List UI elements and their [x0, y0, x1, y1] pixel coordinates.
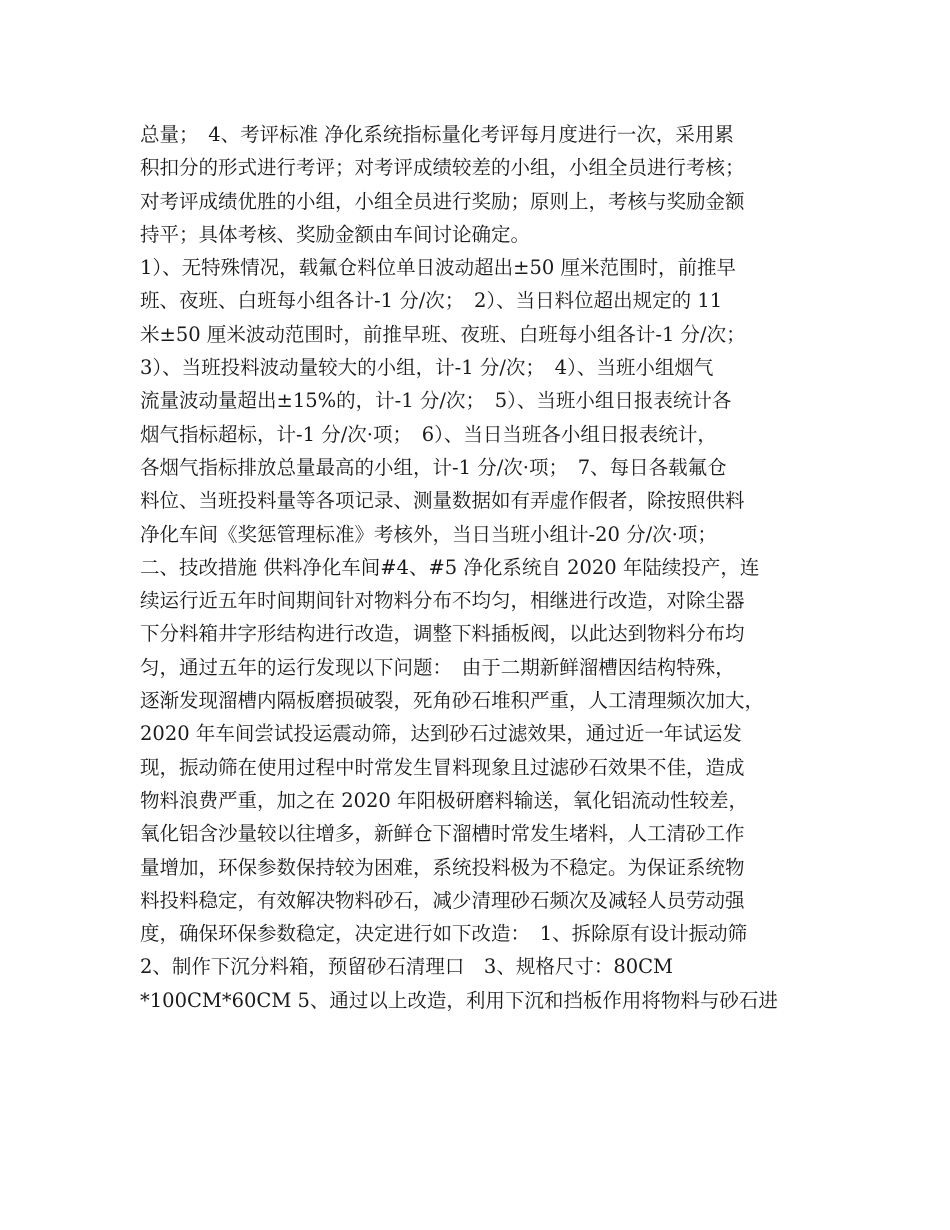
text-line: 班、夜班、白班每小组各计-1 分/次； 2）、当日料位超出规定的 11 [140, 289, 723, 313]
text-line: 持平；具体考核、奖励金额由车间讨论确定。 [140, 222, 531, 246]
text-line: 二、技改措施 供料净化车间#4、#5 净化系统自 2020 年陆续投产，连 [140, 555, 760, 579]
text-line: 净化车间《奖惩管理标准》考核外，当日当班小组计-20 分/次·项； [140, 522, 717, 546]
text-line: 烟气指标超标，计-1 分/次·项； 6）、当日当班各小组日报表统计， [140, 422, 717, 446]
text-line: 氧化铝含沙量较以往增多，新鲜仓下溜槽时常发生堵料，人工清砂工作 [140, 822, 745, 846]
text-line: 下分料箱井字形结构进行改造，调整下料插板阀，以此达到物料分布均 [140, 622, 745, 646]
text-line: 物料浪费严重，加之在 2020 年阳极研磨料输送，氧化铝流动性较差， [140, 788, 749, 812]
text-line: 现，振动筛在使用过程中时常发生冒料现象且过滤砂石效果不佳，造成 [140, 755, 745, 779]
text-line: 逐渐发现溜槽内隔板磨损破裂，死角砂石堆积严重，人工清理频次加大， [140, 689, 765, 713]
text-line: 量增加，环保参数保持较为困难，系统投料极为不稳定。为保证系统物 [140, 855, 745, 879]
text-line: 各烟气指标排放总量最高的小组，计-1 分/次·项； 7、每日各载氟仓 [140, 455, 727, 479]
text-line: 3）、当班投料波动量较大的小组，计-1 分/次； 4）、当班小组烟气 [140, 356, 714, 380]
text-line: 对考评成绩优胜的小组，小组全员进行奖励；原则上，考核与奖励金额 [140, 189, 745, 213]
text-line: 2、制作下沉分料箱，预留砂石清理口 3、规格尺寸：80CM [140, 955, 674, 979]
body-text [140, 118, 820, 1017]
text-line: 匀，通过五年的运行发现以下问题： 由于二期新鲜溜槽因结构特殊， [140, 655, 735, 679]
text-line: 2020 年车间尝试投运震动筛，达到砂石过滤效果，通过近一年试运发 [140, 722, 742, 746]
text-line: 续运行近五年时间期间针对物料分布不均匀，相继进行改造，对除尘器 [140, 589, 745, 613]
text-line: 总量； 4、考评标准 净化系统指标量化考评每月度进行一次，采用累 [140, 123, 734, 146]
text-line: 料位、当班投料量等各项记录、测量数据如有弄虚作假者，除按照供料 [140, 489, 745, 513]
text-line: 度，确保环保参数稳定，决定进行如下改造： 1、拆除原有设计振动筛 [140, 922, 748, 946]
text-line: *100CM*60CM 5、通过以上改造，利用下沉和挡板作用将物料与砂石进 [140, 988, 778, 1012]
text-line: 流量波动量超出±15%的，计-1 分/次； 5）、当班小组日报表统计各 [140, 389, 732, 413]
text-line: 1）、无特殊情况，载氟仓料位单日波动超出±50 厘米范围时，前推早 [140, 256, 737, 280]
text-line: 积扣分的形式进行考评；对考评成绩较差的小组，小组全员进行考核； [140, 156, 745, 180]
text-line: 料投料稳定，有效解决物料砂石，减少清理砂石频次及减轻人员劳动强 [140, 888, 745, 912]
text-line: 米±50 厘米波动范围时，前推早班、夜班、白班每小组各计-1 分/次； [140, 322, 746, 346]
